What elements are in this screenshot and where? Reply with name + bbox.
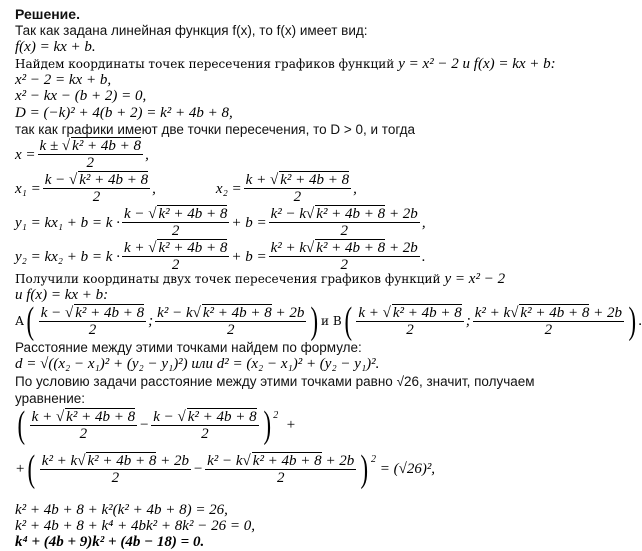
distance-text: Расстояние между этими точками найдем по формуле: <box>15 340 362 355</box>
equation-label: уравнение: <box>15 391 86 406</box>
equation-2: x² − kx − (b + 2) = 0, <box>15 88 147 104</box>
big-equation-part-1: ( $\frac{\text{k + √ k² + 4b + 8}}{2}$ − $\frac{\text{k − √ k² + 4b + 8}}{2}$ ) $^2$ + <box>17 404 296 446</box>
intro-text: Так как задана линейная функция f(x), то f(x) имеет вид: <box>15 23 368 38</box>
discriminant-formula: D = (−k)² + 4(b + 2) = k² + 4b + 8, <box>15 105 233 121</box>
find-intersection-text <box>15 56 556 72</box>
result-equation-final: k⁴ + (4b + 9)k² + (4b − 18) = 0. <box>15 534 205 550</box>
result-equation-1: k² + 4b + 8 + k²(k² + 4b + 8) = 26, <box>15 502 228 518</box>
condition-text: так как графики имеют две точки пересечения, то D > 0, и тогда <box>15 122 416 137</box>
x2-label: x₂ = <box>215 180 242 197</box>
y1-formula: y₁ = kx₁ + b = k · $\frac{\text{k − √ k² + 4b + 8}}{2}$ + b = $\frac{\text{k² − k√ k² + 4b + 8 + 2b}}{2}$ , <box>15 206 426 239</box>
distance-formula: d = √((x₂ − x₁)² + (y₂ − y₁)²) или d² = (x₂ − x₁)² + (y₂ − y₁)². <box>15 356 380 372</box>
solution-heading: Решение. <box>15 6 80 22</box>
result-equation-2: k² + 4b + 8 + k⁴ + 4bk² + 8k² − 26 = 0, <box>15 518 255 534</box>
got-points-text: Получили координаты двух точек пересечения графиков функций y = x² − 2 <box>15 271 506 287</box>
x-roots-formula: x = $\frac{\text{k ± √ k² + 4b + 8}}{2}$ , <box>15 138 149 171</box>
condition-2-text: По условию задачи расстояние между этими точками равно √26, значит, получаем <box>15 374 535 389</box>
big-equation-part-2: + ( $\frac{\text{k² + k√ k² + 4b + 8 + 2b}}{2}$ − $\frac{\text{k² − k√ k² + 4b + 8 + 2b}}{2}$ ) $^2$ = (√26)², <box>15 448 436 490</box>
find-intersection-label: Найдем координаты точек пересечения графиков функций <box>15 57 395 71</box>
equation-1: x² − 2 = kx + b, <box>15 72 112 88</box>
x1-fraction: $\frac{\text{k − √ k² + 4b + 8}}{2}$ <box>44 172 149 205</box>
point-a-label: А <box>15 314 25 328</box>
x-fraction: $\frac{\text{k ± √ k² + 4b + 8}}{2}$ <box>39 138 142 171</box>
y2-formula: y₂ = kx₂ + b = k · $\frac{\text{k + √ k² + 4b + 8}}{2}$ + b = $\frac{\text{k² + k√ k² + 4b + 8 + 2b}}{2}$ . <box>15 240 426 273</box>
got-points-text-2: и f(x) = kx + b: <box>15 287 109 303</box>
x2-fraction: $\frac{\text{k + √ k² + 4b + 8}}{2}$ <box>245 172 350 205</box>
linear-function-formula: f(x) = kx + b. <box>15 39 96 55</box>
points-a-b: А ( $\frac{\text{k − √ k² + 4b + 8}}{2}$ ; $\frac{\text{k² − k√ k² + 4b + 8 + 2b}}{2}$ ) и В ( $\frac{\text{k + √ k² + 4b + 8}}{2}$ ; $\frac{\text{k² + k√ k² + 4b + 8 + 2b}}{2}$ ) . <box>15 300 642 342</box>
find-intersection-equations: y = x² − 2 и f(x) = kx + b: <box>398 56 556 72</box>
x1-label: x₁ = <box>15 180 41 197</box>
x1-x2-formulas: x₁ = $\frac{\text{k − √ k² + 4b + 8}}{2}$ , x₂ = $\frac{\text{k + √ k² + 4b + 8}}{2}$ , <box>15 172 357 205</box>
x-label: x = <box>15 146 36 163</box>
point-b-label: и В <box>321 314 342 328</box>
